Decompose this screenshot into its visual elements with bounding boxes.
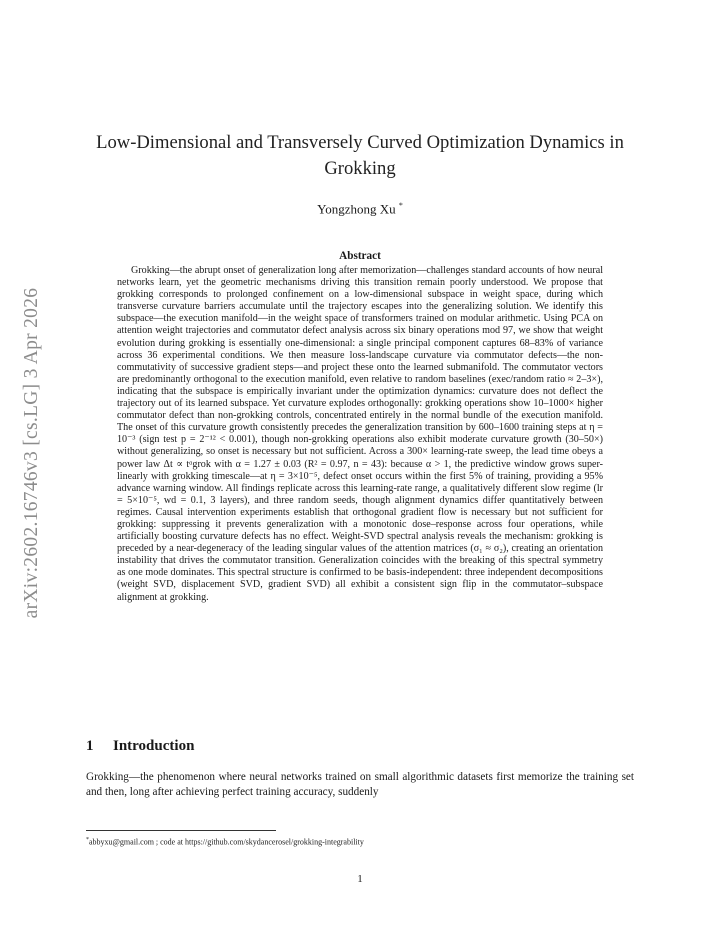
author-name: Yongzhong Xu: [317, 201, 396, 217]
abstract-body: [117, 265, 603, 604]
paper-title: Low-Dimensional and Transversely Curved Optimization Dynamics in Grokking: [96, 132, 624, 179]
footnote-text: abbyxu@gmail.com ; code at https://github.com/skydancerosel/grokking-integrability: [89, 837, 364, 847]
author-line: [60, 201, 660, 217]
arxiv-sidebar-stamp: [10, 263, 54, 643]
abstract-heading: Abstract: [339, 250, 381, 262]
footnote-rule: [86, 830, 276, 831]
intro-paragraph: Grokking—the phenomenon where neural networks trained on small algorithmic datasets first memorize the training set and then, long after achieving perfect training accuracy, suddenly: [86, 771, 634, 798]
footnote: [86, 837, 364, 847]
abstract-paragraph: Grokking—the abrupt onset of generalization long after memorization—challenges standard accounts of how neural networks learn, yet the geometric mechanisms driving this transition remain poorly understood. We propose that grokking corresponds to prolonged confinement on a low-dimensional subspace in weight space, during which transverse curvature barriers accumulate until the trajectory escapes into the generalizing solution. We identify this subspace—the execution manifold—in the weight space of transformers trained on modular arithmetic. Using PCA on attention weight trajectories and commutator defect analysis across six binary operations mod 97, we show that weight evolution during grokking is essentially one-dimensional: a single principal component captures 68–83% of variance across 36 experimental conditions. We then measure loss-landscape curvature via commutator defects—the non-commutativity of successive gradient steps—and project these onto the learned submanifold. The commutator vectors are predominantly orthogonal to the execution manifold, even relative to random baselines (exec/random ratio ≈ 2–3×), indicating that the subspace is empirically invariant under the optimization dynamics: curvature does not deflect the trajectory out of its learned subspace. Yet curvature explodes orthogonally: grokking operations show 10–1000× higher commutator defect than non-grokking controls, concentrated entirely in the normal bundle of the execution manifold. The onset of this curvature growth consistently precedes the generalization transition by 600–1600 training steps at η = 10⁻³ (sign test p = 2⁻¹² < 0.001), though non-grokking operations also exhibit moderate curvature growth (30–50×) without generalizing, so onset is necessary but not sufficient. Across a 300× learning-rate sweep, the lead time obeys a power law Δt ∝ tᵅgrok with α = 1.27 ± 0.03 (R² = 0.97, n = 43): because α > 1, the predictive window grows super-linearly with grokking timescale—at η = 3×10⁻⁵, defect onset occurs within the first 5% of training, providing a 95% advance warning window. All findings replicate across this learning-rate range, a qualitatively different slow regime (lr = 5×10⁻⁵, wd = 0.1, 3 layers), and three random seeds, though alignment dynamics differ quantitatively between regimes. Causal intervention experiments establish that orthogonal gradient flow is necessary but not sufficient for grokking: suppressing it prevents generalization with a monotonic dose–response across four operations, while artificially boosting curvature defects has no effect. Weight-SVD spectral analysis reveals the mechanism: grokking is preceded by a near-degeneracy of the leading singular values of the attention matrices (σ₁ ≈ σ₂), creating an orientation instability that drives the commutator transition. Generalization coincides with the breaking of this spectral symmetry as one mode dominates. This spectral structure is confirmed to be basis-independent: three independent decompositions (weight SVD, displacement SVD, gradient SVD) all exhibit a consistent sign flip in the commutator–subspace alignment at grokking.: [117, 265, 603, 603]
section-number: 1: [86, 738, 94, 754]
footnote-mark: *: [86, 837, 89, 843]
section-title: Introduction: [113, 738, 195, 754]
arxiv-identifier: arXiv:2602.16746v3 [cs.LG] 3 Apr 2026: [21, 287, 42, 619]
section-heading: [86, 738, 194, 755]
page-number: 1: [357, 873, 363, 885]
author-footnote-mark: *: [398, 201, 403, 210]
